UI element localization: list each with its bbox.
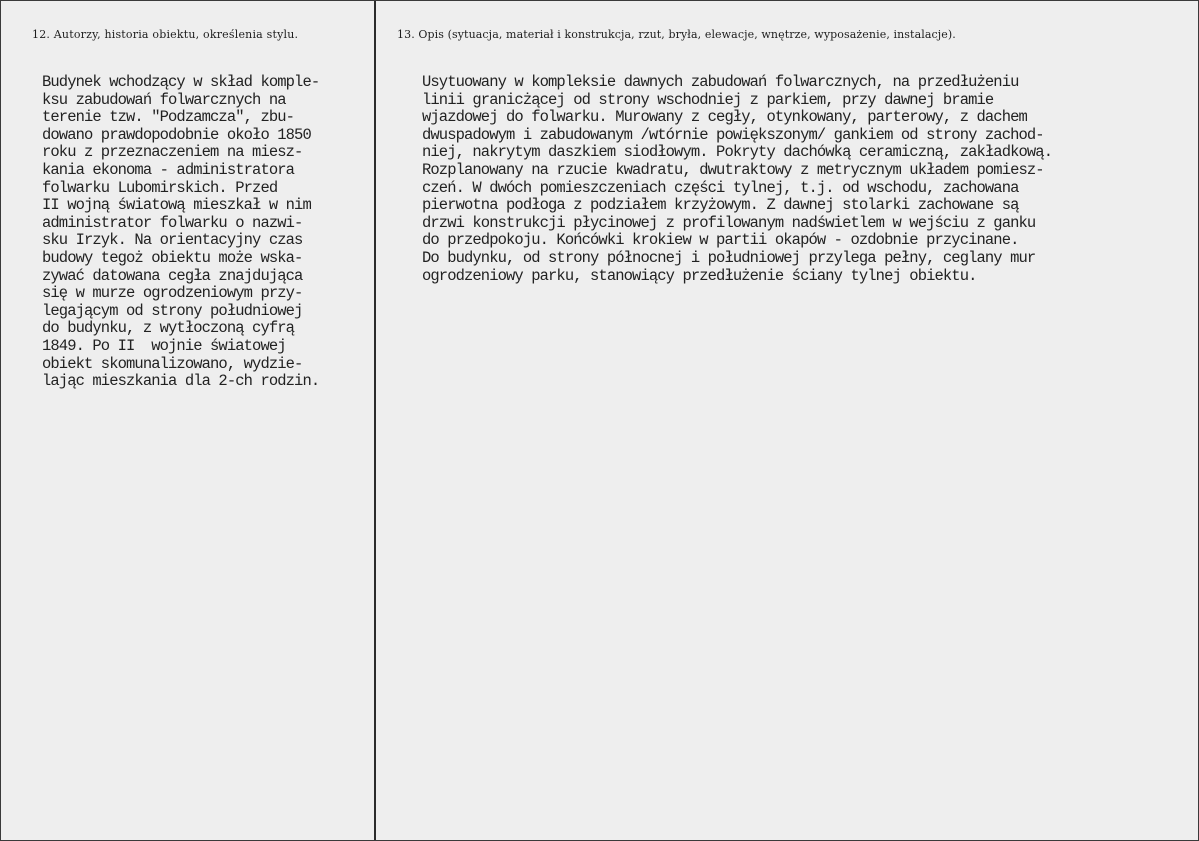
history-line: 1849. Po II wojnie światowej bbox=[42, 336, 286, 355]
history-line: roku z przeznaczeniem na miesz- bbox=[42, 143, 303, 162]
column-divider bbox=[374, 1, 376, 840]
description-line: do przedpokoju. Końcówki krokiew w partii okapów - ozdobnie przycinane. bbox=[422, 231, 1019, 250]
history-line: kania ekonoma - administratora bbox=[42, 160, 295, 179]
history-text bbox=[42, 74, 319, 391]
history-line: obiekt skomunalizowano, wydzie- bbox=[42, 354, 303, 373]
description-line: Do budynku, od strony północnej i południowej przylega pełny, ceglany mur bbox=[422, 248, 1036, 267]
description-line: ogrodzeniowy parku, stanowiący przedłużenie ściany tylnej obiektu. bbox=[422, 266, 977, 285]
history-line: się w murze ogrodzeniowym przy- bbox=[42, 284, 303, 303]
description-line: dwuspadowym i zabudowanym /wtórnie powiększonym/ gankiem od strony zachod- bbox=[422, 125, 1044, 144]
description-line: Rozplanowany na rzucie kwadratu, dwutraktowy z metrycznym układem pomiesz- bbox=[422, 160, 1044, 179]
history-line: II wojną światową mieszkał w nim bbox=[42, 196, 311, 215]
description-line: niej, nakrytym daszkiem siodłowym. Pokryty dachówką ceramiczną, zakładkową. bbox=[422, 143, 1053, 162]
section-12-heading: 12. Autorzy, historia obiektu, określenia stylu. bbox=[32, 28, 299, 41]
history-line: administrator folwarku o nazwi- bbox=[42, 213, 303, 232]
history-line: folwarku Lubomirskich. Przed bbox=[42, 178, 278, 197]
history-line: zywać datowana cegła znajdująca bbox=[42, 266, 303, 285]
description-line: Usytuowany w kompleksie dawnych zabudowań folwarcznych, na przedłużeniu bbox=[422, 73, 1019, 91]
description-line: pierwotna podłoga z podziałem krzyżowym. Z dawnej stolarki zachowane są bbox=[422, 196, 1019, 215]
history-line: sku Irzyk. Na orientacyjny czas bbox=[42, 231, 303, 250]
description-line: linii granicżącej od strony wschodniej z parkiem, przy dawnej bramie bbox=[422, 90, 994, 109]
section-13-heading: 13. Opis (sytuacja, materiał i konstrukcja, rzut, bryła, elewacje, wnętrze, wyposażenie, instalacje). bbox=[397, 28, 956, 41]
history-line: legającym od strony południowej bbox=[42, 301, 303, 320]
history-line: dowano prawdopodobnie około 1850 bbox=[42, 125, 311, 144]
history-line: budowy tegoż obiektu może wska- bbox=[42, 248, 303, 267]
history-line: Budynek wchodzący w skład komple- bbox=[42, 73, 320, 91]
description-text bbox=[422, 74, 1052, 285]
history-line: terenie tzw. "Podzamcza", zbu- bbox=[42, 108, 295, 127]
description-line: czeń. W dwóch pomieszczeniach części tylnej, t.j. od wschodu, zachowana bbox=[422, 178, 1019, 197]
history-line: lając mieszkania dla 2-ch rodzin. bbox=[42, 372, 320, 391]
description-line: drzwi konstrukcji płycinowej z profilowanym nadświetlem w wejściu z ganku bbox=[422, 213, 1036, 232]
description-line: wjazdowej do folwarku. Murowany z cegły, otynkowany, parterowy, z dachem bbox=[422, 108, 1027, 127]
history-line: do budynku, z wytłoczoną cyfrą bbox=[42, 319, 295, 338]
history-line: ksu zabudowań folwarcznych na bbox=[42, 90, 286, 109]
